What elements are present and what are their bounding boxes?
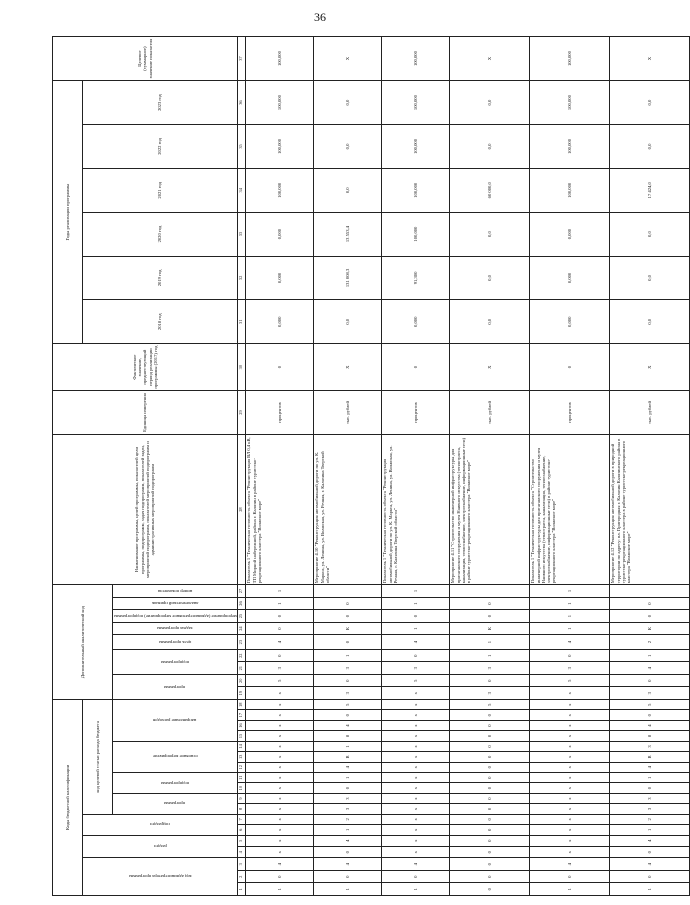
row-name: Показатель 1 "Техническая готовность объекта "Строительство инженерной инфраструктуры для притаганского сооружения и музея Наивного искусства (теплотрасса, канализация, теплоснабжение, электроснабжение, информационные сети) в районе туристско-рекреационного кластера "Волжское море" <box>529 434 609 584</box>
column-number: 19 <box>237 687 245 700</box>
year-value: 100,000 <box>529 81 609 125</box>
code-cell: 0 <box>449 793 529 803</box>
code-cell: 0 <box>245 649 313 662</box>
year-value: 0,000 <box>245 256 313 300</box>
column-number: 27 <box>237 585 245 598</box>
code-cell: 8 <box>313 731 381 741</box>
code-cell: 4 <box>609 662 689 675</box>
code-cell: 0 <box>449 835 529 846</box>
column-number: 33 <box>237 212 245 256</box>
code-cell: 0 <box>449 610 529 623</box>
code-cell: 2 <box>609 635 689 650</box>
year-value: 17 424,0 <box>609 168 689 212</box>
code-cell: х <box>381 825 449 835</box>
column-number: 7 <box>237 814 245 824</box>
code-cell: 3 <box>245 662 313 675</box>
code-cell: 1 <box>449 635 529 650</box>
code-cell: 1 <box>449 649 529 662</box>
task-header: задача программы <box>113 622 238 635</box>
column-number: 21 <box>237 662 245 675</box>
code-cell: R <box>313 752 381 762</box>
code-cell: 4 <box>313 835 381 846</box>
prog-header: программа <box>113 674 238 699</box>
code-cell: х <box>381 752 449 762</box>
code-cell: 4 <box>313 858 381 871</box>
column-number: 11 <box>237 772 245 782</box>
code-cell: 1 <box>313 825 381 835</box>
code-cell: 4 <box>609 835 689 846</box>
code-cell: 1 <box>245 585 313 598</box>
row-name: Показатель 1 "Техническая готовность объекта "Реконструкция ВЛ 0,4 кВ, ТП Мирной набережной, района г. Калязин в районе туристско-рекреационного кластера "Волжское море" <box>245 434 313 584</box>
code-cell: 0 <box>313 597 381 610</box>
y2023-header: 2023 год <box>83 81 238 125</box>
table-row <box>245 37 313 896</box>
row-name: Мероприятие 4.10 "Реконструкция автомобильной дороги по ул. К. Маркса, ул. Ленина, ул. Волжская, ул. Речная, г. Калязина Тверской области" <box>313 434 381 584</box>
code-cell: 0 <box>449 762 529 772</box>
code-cell: х <box>529 804 609 814</box>
code-cell: 0 <box>449 783 529 793</box>
row-base-value: Х <box>609 344 689 391</box>
code-cell: х <box>529 793 609 803</box>
year-value: 100,000 <box>381 125 449 169</box>
code-cell: х <box>529 783 609 793</box>
code-cell: 1 <box>609 649 689 662</box>
year-value: 60 000,0 <box>449 168 529 212</box>
year-value: 100,000 <box>245 125 313 169</box>
year-value: 0,0 <box>313 81 381 125</box>
goal-header: цель программы <box>113 635 238 650</box>
code-cell: 0 <box>449 752 529 762</box>
code-cell: R <box>609 752 689 762</box>
year-value: 0,0 <box>609 300 689 344</box>
year-value: 0,0 <box>609 125 689 169</box>
column-number: 2 <box>237 870 245 883</box>
column-number: 20 <box>237 674 245 687</box>
year-value: 131 008,3 <box>313 256 381 300</box>
row-target-value: Х <box>313 37 381 81</box>
code-cell: 1 <box>609 772 689 782</box>
code-cell: х <box>529 700 609 710</box>
column-number: 4 <box>237 846 245 857</box>
code-cell: х <box>245 783 313 793</box>
column-number: 28 <box>237 434 245 584</box>
code-cell: 3 <box>609 793 689 803</box>
year-value: 0,000 <box>245 300 313 344</box>
code-cell: х <box>529 710 609 720</box>
code-cell: х <box>245 741 313 751</box>
programma-header: программа <box>113 793 238 814</box>
code-cell: х <box>245 804 313 814</box>
program-table <box>52 36 690 896</box>
code-cell: 5 <box>449 700 529 710</box>
code-cell: 3 <box>449 687 529 700</box>
year-value: 0,000 <box>381 300 449 344</box>
code-cell: 1 <box>381 883 449 896</box>
code-cell <box>313 585 381 598</box>
y2021-header: 2021 год <box>83 168 238 212</box>
row-target-value: 100,000 <box>245 37 313 81</box>
budget-codes-header: Коды бюджетной классификации <box>53 700 83 896</box>
code-cell: 1 <box>381 597 449 610</box>
row-unit: процентов <box>529 391 609 435</box>
column-number: 17 <box>237 710 245 720</box>
code-cell: 0 <box>245 870 313 883</box>
column-number: 5 <box>237 835 245 846</box>
code-cell: 4 <box>609 720 689 730</box>
code-cell: 3 <box>313 662 381 675</box>
year-value: 0,0 <box>609 212 689 256</box>
code-cell: х <box>529 825 609 835</box>
code-cell: 1 <box>245 883 313 896</box>
column-number: 29 <box>237 391 245 435</box>
code-cell: 0 <box>313 870 381 883</box>
code-cell: 0 <box>245 610 313 623</box>
row-unit: тыс. рублей <box>449 391 529 435</box>
code-cell: 3 <box>609 804 689 814</box>
row-base-value: Х <box>449 344 529 391</box>
row-unit: тыс. рублей <box>609 391 689 435</box>
code-cell: 4 <box>609 858 689 871</box>
code-cell: х <box>381 846 449 857</box>
target-article-header: код целевой статьи расхода бюджета <box>83 700 113 815</box>
code-cell: 4 <box>245 858 313 871</box>
row-name: Мероприятие 4.12 "Реконструкция автомобильной дороги в природной территории по адресу: пл. Пригородная г. Калязин Калязинского района в туристско-рекреационного кластера в районе туристско-рекреационного кластера "Волжское море" <box>609 434 689 584</box>
code-cell: 1 <box>245 597 313 610</box>
admin-code-header: код администратора программы <box>83 858 238 896</box>
column-number: 15 <box>237 731 245 741</box>
code-cell: х <box>529 835 609 846</box>
code-cell: х <box>381 741 449 751</box>
razdel-header: раздел <box>83 835 238 858</box>
code-cell: х <box>529 731 609 741</box>
code-cell: х <box>381 793 449 803</box>
code-cell: 4 <box>381 858 449 871</box>
code-cell: х <box>245 825 313 835</box>
code-cell: 0 <box>609 674 689 687</box>
code-cell: х <box>245 731 313 741</box>
code-cell: 0 <box>449 804 529 814</box>
code-cell: 0 <box>381 610 449 623</box>
column-number: 10 <box>237 783 245 793</box>
column-number: 12 <box>237 762 245 772</box>
code-cell: х <box>381 783 449 793</box>
code-cell: 5 <box>381 674 449 687</box>
code-cell: 4 <box>609 762 689 772</box>
code-cell: 0 <box>449 720 529 730</box>
row-unit: процентов <box>245 391 313 435</box>
table-row <box>529 37 609 896</box>
code-cell: х <box>245 772 313 782</box>
year-value: 0,000 <box>529 256 609 300</box>
table-row <box>313 37 381 896</box>
code-cell: 0 <box>381 649 449 662</box>
column-number: 30 <box>237 344 245 391</box>
code-cell: 0 <box>381 870 449 883</box>
code-cell: 0 <box>449 846 529 857</box>
code-cell: 4 <box>245 635 313 650</box>
code-cell: 1 <box>529 883 609 896</box>
code-cell: х <box>381 804 449 814</box>
column-number: 8 <box>237 804 245 814</box>
y2018-header: 2018 год <box>83 300 238 344</box>
code-cell: 0 <box>529 870 609 883</box>
code-cell: 3 <box>449 662 529 675</box>
code-cell: 8 <box>609 731 689 741</box>
code-cell: 0 <box>449 674 529 687</box>
code-cell: 3 <box>529 662 609 675</box>
code-cell: 0 <box>449 710 529 720</box>
name-header: Наименование программы, целей программы, показателей цели программы, подпрограмм, задач подпрограмм, показателей задач, мероприятий подпрограмм, показателей мероприятий подпрограмм и административных мероприятий подпрограмм <box>53 434 238 584</box>
code-cell: 0 <box>449 825 529 835</box>
table-row <box>609 37 689 896</box>
code-cell: х <box>381 710 449 720</box>
code-cell: 3 <box>609 741 689 751</box>
code-cell: 0 <box>313 710 381 720</box>
code-cell: х <box>529 687 609 700</box>
code-cell: 0 <box>609 846 689 857</box>
years-header: Годы реализации программы <box>53 81 83 344</box>
page-number: 36 <box>314 10 326 24</box>
year-value: 0,000 <box>529 300 609 344</box>
year-value: 0,0 <box>449 300 529 344</box>
column-number: 36 <box>237 81 245 125</box>
code-cell: 0 <box>449 731 529 741</box>
code-cell: 0 <box>313 610 381 623</box>
row-base-value: 0 <box>381 344 449 391</box>
code-cell: 0 <box>313 635 381 650</box>
column-number: 3 <box>237 858 245 871</box>
code-cell: 0 <box>313 783 381 793</box>
code-cell: 0 <box>609 610 689 623</box>
code-cell: 0 <box>449 741 529 751</box>
row-target-value: 100,000 <box>381 37 449 81</box>
code-cell: 1 <box>313 741 381 751</box>
column-number: 14 <box>237 741 245 751</box>
code-cell: 0 <box>449 870 529 883</box>
column-number: 24 <box>237 622 245 635</box>
rotated-page <box>52 36 652 896</box>
column-number: 26 <box>237 597 245 610</box>
base-header: Фактическое значение, предшествующий период реализации программы (2017) год <box>53 344 238 391</box>
year-value: 13 553,4 <box>313 212 381 256</box>
row-target-value: 100,000 <box>529 37 609 81</box>
code-cell: х <box>529 752 609 762</box>
code-cell: х <box>381 762 449 772</box>
indicator-num-header: номер показателя <box>113 585 238 598</box>
code-cell: х <box>381 835 449 846</box>
code-cell: 0 <box>449 814 529 824</box>
code-cell: 0 <box>609 783 689 793</box>
code-cell: х <box>245 846 313 857</box>
target-header: Целевое (суммарное) значение показателя <box>53 37 238 81</box>
column-number: 22 <box>237 649 245 662</box>
code-cell: х <box>245 752 313 762</box>
column-number: 37 <box>237 37 245 81</box>
column-number: 9 <box>237 793 245 803</box>
row-base-value: 0 <box>529 344 609 391</box>
column-number: 25 <box>237 610 245 623</box>
code-cell: 3 <box>609 687 689 700</box>
code-cell: 1 <box>529 622 609 635</box>
code-cell: 0 <box>609 870 689 883</box>
column-number: 23 <box>237 635 245 650</box>
code-cell: 0 <box>449 883 529 896</box>
column-number-row <box>237 37 245 896</box>
code-cell: 1 <box>313 883 381 896</box>
event-header: мероприятие (административное мероприятие) подпрограммы <box>113 610 238 623</box>
code-cell: 5 <box>245 674 313 687</box>
code-cell: х <box>529 772 609 782</box>
code-cell: 3 <box>381 662 449 675</box>
code-cell: х <box>245 762 313 772</box>
code-cell: 1 <box>529 610 609 623</box>
code-cell: х <box>245 700 313 710</box>
table-row <box>381 37 449 896</box>
column-number: 31 <box>237 300 245 344</box>
code-cell: 4 <box>529 858 609 871</box>
code-cell: 0 <box>609 597 689 610</box>
row-base-value: Х <box>313 344 381 391</box>
code-cell <box>449 585 529 598</box>
code-cell: х <box>529 762 609 772</box>
code-cell: х <box>529 814 609 824</box>
podprogramma-header: подпрограмма <box>113 772 238 793</box>
code-cell: 0 <box>245 622 313 635</box>
year-value: 0,0 <box>449 256 529 300</box>
table-row <box>449 37 529 896</box>
year-value: 0,0 <box>449 125 529 169</box>
code-cell <box>609 585 689 598</box>
code-cell: 4 <box>381 635 449 650</box>
code-cell: 0 <box>313 846 381 857</box>
code-cell: х <box>245 687 313 700</box>
column-number: 34 <box>237 168 245 212</box>
year-value: 100,000 <box>529 168 609 212</box>
code-cell: 0 <box>609 710 689 720</box>
code-cell: 1 <box>313 649 381 662</box>
extra-code-header: Дополнительный аналитический код <box>53 585 113 700</box>
code-cell: 0 <box>529 649 609 662</box>
code-cell: х <box>245 720 313 730</box>
year-value: 100,000 <box>245 81 313 125</box>
code-cell: 5 <box>529 674 609 687</box>
row-name: Показатель 1 "Техническая готовность объекта "Реконструкция автомобильной дороги по ул. К. Маркса, ул. Ленина, ул. Волжская, ул. Речная, г. Калязина Тверской области" <box>381 434 449 584</box>
year-value: 0,0 <box>449 212 529 256</box>
code-cell: 5 <box>313 700 381 710</box>
code-cell: 2 <box>313 814 381 824</box>
code-cell: 0 <box>313 674 381 687</box>
row-target-value: Х <box>609 37 689 81</box>
code-cell: х <box>529 741 609 751</box>
year-value: 100,000 <box>381 81 449 125</box>
code-cell: 3 <box>313 804 381 814</box>
year-value: 0,000 <box>529 212 609 256</box>
code-cell: К <box>449 622 529 635</box>
code-cell: 3 <box>313 793 381 803</box>
code-cell: 1 <box>529 597 609 610</box>
code-cell: 1 <box>609 883 689 896</box>
code-cell: К <box>313 622 381 635</box>
y2019-header: 2019 год <box>83 256 238 300</box>
row-base-value: 0 <box>245 344 313 391</box>
code-cell: 3 <box>313 687 381 700</box>
year-value: 0,000 <box>245 212 313 256</box>
year-value: 0,0 <box>609 256 689 300</box>
year-value: 0,0 <box>449 81 529 125</box>
code-cell: 4 <box>313 762 381 772</box>
code-cell: х <box>245 793 313 803</box>
code-cell: К <box>609 622 689 635</box>
code-cell: 0 <box>449 772 529 782</box>
code-cell: 2 <box>609 814 689 824</box>
column-number: 13 <box>237 752 245 762</box>
code-cell: 1 <box>609 825 689 835</box>
y2020-header: 2020 год <box>83 212 238 256</box>
unit-header: Единица измерения <box>53 391 238 435</box>
year-value: 0,0 <box>313 168 381 212</box>
year-value: 0,0 <box>609 81 689 125</box>
subprog-header: подпрограмма <box>113 649 238 674</box>
row-unit: тыс. рублей <box>313 391 381 435</box>
code-cell: х <box>381 687 449 700</box>
column-number: 32 <box>237 256 245 300</box>
code-cell: х <box>245 710 313 720</box>
code-cell: х <box>529 846 609 857</box>
row-name: Мероприятие 4.11 "Строительство инженерной инфраструктуры для притаганского сооружения и музея Наивного искусства (теплотрасса, канализация, теплоснабжение, электроснабжение, информационные сети) в районе туристско-рекреационного кластера "Волжское море" <box>449 434 529 584</box>
code-cell: 1 <box>529 585 609 598</box>
code-cell: х <box>381 772 449 782</box>
code-cell: х <box>381 720 449 730</box>
year-value: 91,300 <box>381 256 449 300</box>
indicator-sign-header: аналитический признак <box>113 597 238 610</box>
table-body <box>245 37 689 896</box>
column-number: 18 <box>237 700 245 710</box>
column-number: 1 <box>237 883 245 896</box>
direction-header: направление расходов <box>113 700 238 742</box>
podrazdel-header: подраздел <box>83 814 238 835</box>
code-cell: х <box>381 700 449 710</box>
code-cell: х <box>245 835 313 846</box>
year-value: 100,000 <box>245 168 313 212</box>
row-target-value: Х <box>449 37 529 81</box>
code-cell: 4 <box>529 635 609 650</box>
code-cell: 5 <box>609 700 689 710</box>
column-number: 16 <box>237 720 245 730</box>
year-value: 100,000 <box>381 212 449 256</box>
code-cell: х <box>529 720 609 730</box>
code-cell: 1 <box>381 585 449 598</box>
year-value: 0,0 <box>313 300 381 344</box>
code-cell: х <box>381 814 449 824</box>
code-cell: х <box>381 731 449 741</box>
code-cell: 1 <box>313 772 381 782</box>
code-cell: х <box>245 814 313 824</box>
code-cell: 0 <box>449 597 529 610</box>
y2022-header: 2022 год <box>83 125 238 169</box>
code-cell: 0 <box>449 858 529 871</box>
code-cell: 1 <box>381 622 449 635</box>
year-value: 100,000 <box>529 125 609 169</box>
year-value: 100,000 <box>381 168 449 212</box>
column-number: 35 <box>237 125 245 169</box>
row-unit: процентов <box>381 391 449 435</box>
main-event-header: основное мероприятие <box>113 741 238 772</box>
column-number: 6 <box>237 825 245 835</box>
code-cell: 4 <box>313 720 381 730</box>
year-value: 0,0 <box>313 125 381 169</box>
